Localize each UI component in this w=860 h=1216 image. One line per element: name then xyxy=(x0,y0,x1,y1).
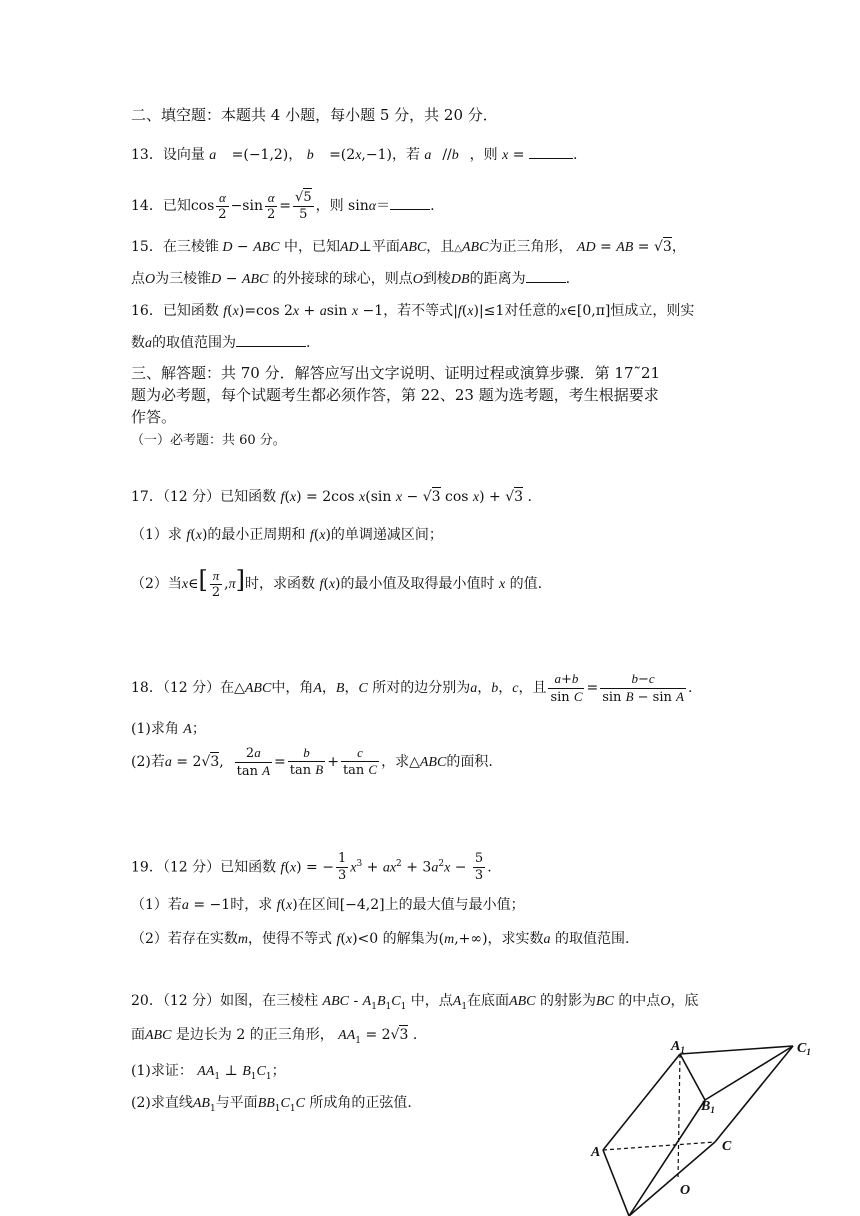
section-3-line1: 三、解答题：共 70 分．解答应写出文字说明、证明过程或演算步骤．第 17˜21 xyxy=(131,364,661,382)
answer-blank[interactable] xyxy=(526,270,566,283)
edge-cc1 xyxy=(715,1046,793,1142)
question-19-part1: （1）若a = −1时，求 f(x)在区间[−4,2]上的最大值与最小值； xyxy=(131,897,525,913)
question-14: 14．已知cos $\frac{\alpha}{2}$ −sin $\frac{\alpha}{2}$ = $\frac{√5}{5}$ ，则 sinα＝ . xyxy=(131,189,435,222)
question-15-line1: 15．在三棱锥 D − ABC 中，已知AD⊥平面ABC，且△ABC为正三角形， AD = AB = √3， xyxy=(131,239,686,255)
question-20: 20．（12 分）如图，在三棱柱 ABC - $A_1B_1C_1$ 中，点$A_1$在底面ABC 的射影为BC 的中点O，底 xyxy=(131,993,699,1012)
edge-bc xyxy=(629,1142,715,1216)
section-3-subheader: （一）必考题：共 60 分。 xyxy=(131,433,286,448)
question-13: 13．设向量 a⃗ =(−1,2)， b⃗ =(2x,−1)，若 a⃗//b⃗，则 x = . xyxy=(131,147,578,163)
label-c1: $C_1$ xyxy=(797,1041,811,1057)
answer-blank[interactable] xyxy=(390,197,430,210)
section-2-header: 二、填空题：本题共 4 小题，每小题 5 分，共 20 分． xyxy=(131,106,498,124)
label-a1: $A_1$ xyxy=(671,1039,685,1055)
section-3-line2: 题为必考题，每个试题考生都必须作答，第 22、23 题为选考题，考生根据要求 xyxy=(131,386,659,404)
edge-ac-hidden xyxy=(603,1142,715,1150)
edge-b1c1 xyxy=(705,1046,793,1100)
answer-blank[interactable] xyxy=(236,334,306,347)
edge-a1c1 xyxy=(680,1046,793,1054)
line-a1o-hidden xyxy=(678,1054,680,1178)
label-o: O xyxy=(680,1183,691,1198)
question-20-part2: (2)求直线$AB_1$与平面$BB_1C_1C$ 所成角的正弦值. xyxy=(131,1095,412,1114)
edge-ab xyxy=(603,1150,629,1216)
question-18-part1: (1)求角 A； xyxy=(131,721,206,737)
edge-aa1 xyxy=(603,1054,680,1150)
edge-bb1 xyxy=(629,1100,705,1216)
question-15-line2: 点O为三棱锥D − ABC 的外接球的球心，则点O到棱DB的距离为 . xyxy=(131,271,571,287)
answer-blank[interactable] xyxy=(529,146,573,159)
label-b1: $B_1$ xyxy=(701,1099,715,1115)
question-17-part2: （2）当x∈[ $\frac{\pi}{2}$ ,π]时，求函数 f(x)的最小值及取得最小值时 x 的值. xyxy=(131,566,543,600)
prism-figure xyxy=(585,1030,825,1216)
question-18: 18．（12 分）在△ABC中，角A，B，C 所对的边分别为a，b，c，且 $\frac{a+b}{\text{sin C}}$ = $\frac{b-c}{\text{sin B − sin A}}$ . xyxy=(131,670,693,705)
question-16-line1: 16．已知函数 f(x)=cos 2x + asin x −1，若不等式|f(x)|≤1对任意的x∈[0,π]恒成立，则实 xyxy=(131,303,695,319)
question-20-part1: (1)求证： $AA_1$ ⊥ $B_1C_1$； xyxy=(131,1063,286,1082)
question-20-line2: 面ABC 是边长为 2 的正三角形， $AA_1 = 2√3$ . xyxy=(131,1027,418,1046)
question-17: 17．（12 分）已知函数 f(x) = 2cos x(sin x − √3 cos x) + √3 . xyxy=(131,489,532,505)
label-a: A xyxy=(591,1145,601,1160)
section-3-line3: 作答。 xyxy=(131,408,177,426)
question-19-part2: （2）若存在实数m，使得不等式 f(x)<0 的解集为(m,+∞)，求实数a 的取值范围. xyxy=(131,931,630,947)
label-c: C xyxy=(722,1139,732,1154)
question-16-line2: 数a的取值范围为 . xyxy=(131,335,311,351)
question-17-part1: （1）求 f(x)的最小正周期和 f(x)的单调递减区间； xyxy=(131,527,443,543)
question-18-part2: (2)若a = 2√3, $\frac{2a}{\text{tan A}}$ = $\frac{b}{\text{tan B}}$ + $\frac{c}{\text{tan C}}$ ，求△ABC的面积. xyxy=(131,744,493,779)
edge-a1b1 xyxy=(680,1054,705,1100)
question-19: 19．（12 分）已知函数 f(x) = − $\frac{1}{3}$ $x^3 + ax^2 + 3a^2x$ − $\frac{5}{3}$ . xyxy=(131,851,492,884)
